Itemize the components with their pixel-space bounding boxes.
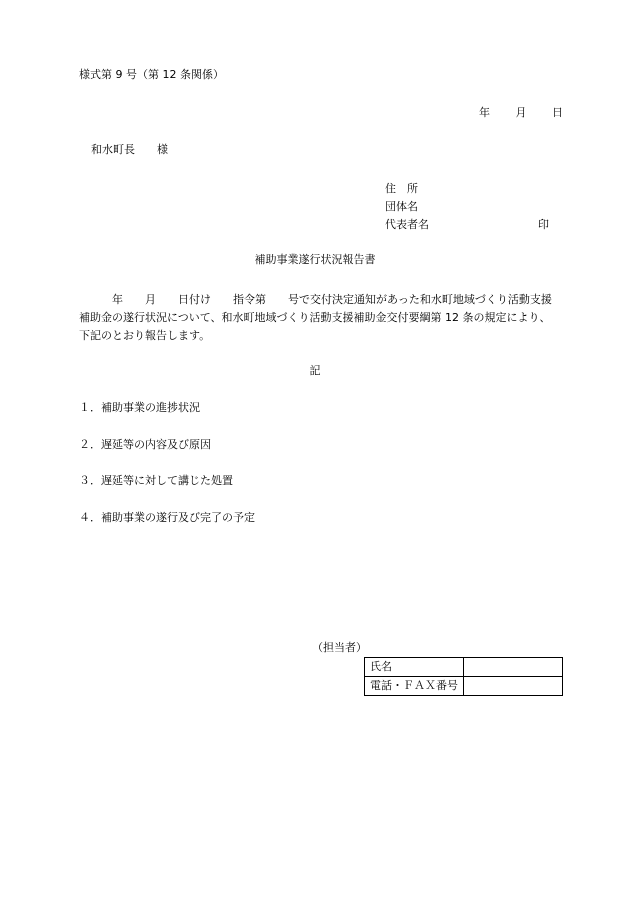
contact-table (364, 657, 563, 696)
addressee (91, 143, 168, 157)
addressee-honorific: 様 (157, 143, 168, 156)
item-progress: １．補助事業の進捗状況 (79, 401, 200, 414)
body-paragraph: 年 月 日付け 指令第 号で交付決定通知があった和水町地域づくり活動支援補助金の遂行状況について、和水町地域づくり活動支援補助金交付要綱第 12 条の規定により、下記のとおり報告します。 (79, 293, 552, 342)
representative-label: 代表者名 (385, 218, 429, 231)
address-label: 住 所 (385, 182, 418, 195)
applicant-block (385, 180, 549, 234)
item-delay-cause: ２．遅延等の内容及び原因 (79, 438, 211, 451)
phone-fax-label: 電話・ＦＡＸ番号 (365, 677, 464, 696)
date-year: 年 (479, 106, 490, 119)
ki-heading: 記 (309, 364, 321, 377)
addressee-name: 和水町長 (91, 143, 135, 156)
name-value[interactable] (464, 658, 563, 677)
seal-mark: 印 (538, 218, 549, 231)
phone-fax-value[interactable] (464, 677, 563, 696)
date-month: 月 (515, 106, 527, 119)
item-delay-measures: ３．遅延等に対して講じた処置 (79, 474, 233, 487)
table-row (365, 677, 563, 696)
name-label: 氏名 (365, 658, 464, 677)
form-number: 様式第 9 号（第 12 条関係） (79, 68, 224, 81)
organization-label: 団体名 (385, 200, 418, 213)
document-title: 補助事業遂行状況報告書 (254, 253, 376, 266)
date-line (479, 106, 563, 120)
table-row (365, 658, 563, 677)
item-completion-plan: ４．補助事業の遂行及び完了の予定 (79, 511, 255, 524)
date-day: 日 (552, 106, 563, 119)
contact-person-label: （担当者） (312, 641, 367, 654)
